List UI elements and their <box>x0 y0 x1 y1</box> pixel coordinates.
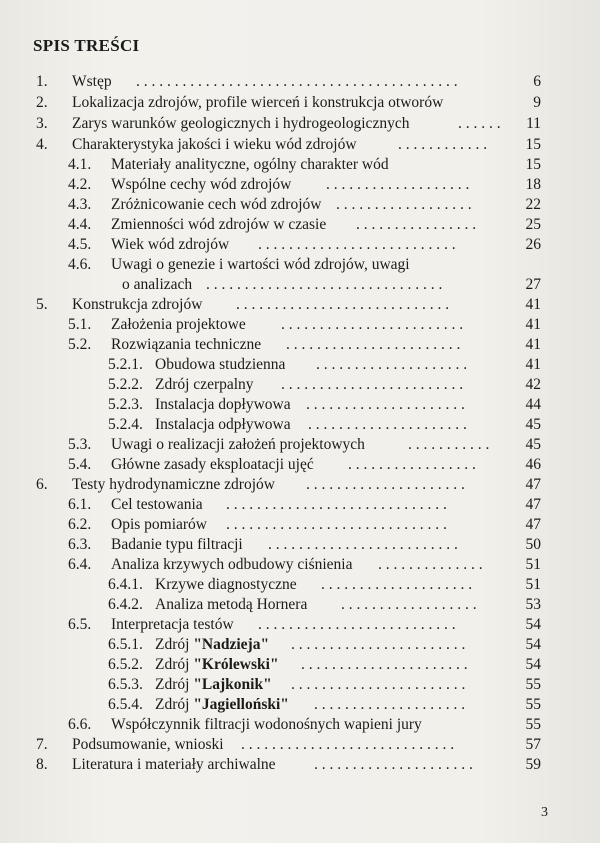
dot-leader: . . . . . . . . . . . . . . . . . . . . . . . . . . <box>258 236 456 253</box>
toc-entry <box>36 695 541 715</box>
entry-title: Współczynnik filtracji wodonośnych wapieni jury <box>111 716 422 733</box>
toc-entry <box>36 335 541 355</box>
entry-title: Założenia projektowe <box>111 316 246 333</box>
entry-page: 41 <box>525 336 541 353</box>
toc-entry <box>36 235 541 255</box>
entry-number: 4.1. <box>68 156 92 173</box>
toc-entry <box>36 635 541 655</box>
entry-page: 55 <box>525 676 541 693</box>
entry-page: 54 <box>525 636 541 653</box>
entry-number: 5. <box>36 296 48 313</box>
dot-leader: . . . . . . . . . . . . . . . . <box>356 216 477 233</box>
entry-title <box>155 635 269 655</box>
entry-title: Podsumowanie, wnioski <box>72 736 224 753</box>
toc-entry <box>36 475 541 495</box>
entry-number: 6.1. <box>68 496 92 513</box>
toc-entry <box>36 655 541 675</box>
entry-number: 6.5. <box>68 616 92 633</box>
toc-entry <box>36 315 541 335</box>
dot-leader: . . . . . . . . . . . . . . . . . <box>348 456 476 473</box>
dot-leader: . . . . . . . . . . . . . . . . . . <box>336 196 472 213</box>
dot-leader: . . . . . . . . . . . . . . . . . . . . . . . . . . . . . . . . . . . . . . . . . . <box>136 73 458 90</box>
entry-title: Zdrój czerpalny <box>155 376 254 393</box>
dot-leader: . . . . . . . . . . . <box>408 436 490 453</box>
entry-title: Krzywe diagnostyczne <box>155 576 297 593</box>
entry-page: 47 <box>525 496 541 513</box>
toc-entry <box>36 755 541 775</box>
toc-entry <box>36 615 541 635</box>
dot-leader: . . . . . . . . . . . . . . . . . . . . . . . <box>286 336 461 353</box>
entry-page: 59 <box>525 756 541 773</box>
dot-leader: . . . . . . . . . . . . . . . . . . . . . . . <box>291 676 466 693</box>
toc-entry <box>36 715 541 735</box>
entry-number: 6.4.1. <box>108 576 143 593</box>
toc-entry <box>36 375 541 395</box>
toc-entry <box>36 555 541 575</box>
entry-page: 53 <box>525 596 541 613</box>
entry-page: 55 <box>525 696 541 713</box>
entry-number: 6.5.1. <box>108 636 143 653</box>
toc-entry <box>36 175 541 195</box>
entry-title: Interpretacja testów <box>111 616 234 633</box>
entry-page: 47 <box>525 476 541 493</box>
entry-title-prefix: Zdrój <box>155 636 194 653</box>
entry-title: Lokalizacja zdrojów, profile wierceń i konstrukcja otworów <box>72 94 444 111</box>
entry-number: 5.2.1. <box>108 356 143 373</box>
dot-leader: . . . . . . . . . . . . . . . . . . . . . . . . . . . . <box>241 736 455 753</box>
entry-page: 51 <box>525 556 541 573</box>
toc-entry <box>36 195 541 215</box>
entry-title: Rozwiązania techniczne <box>111 336 262 353</box>
entry-number: 4.6. <box>68 256 92 273</box>
entry-page: 22 <box>525 196 541 213</box>
entry-page: 27 <box>525 276 541 293</box>
toc-entry <box>36 295 541 315</box>
entry-number: 5.2. <box>68 336 92 353</box>
dot-leader: . . . . . . . . . . . . . . . . . . . . . <box>308 416 467 433</box>
entry-number: 4.5. <box>68 236 92 253</box>
entry-title <box>155 695 289 715</box>
entry-number: 6.5.3. <box>108 676 143 693</box>
dot-leader: . . . . . . . . . . . . . . . . . . . . . . . . <box>281 316 464 333</box>
dot-leader: . . . . . . . . . . . . . . . . . . . . . <box>314 756 473 773</box>
entry-number: 6.2. <box>68 516 92 533</box>
entry-page: 46 <box>525 456 541 473</box>
dot-leader: . . . . . . . . . . . . . . . . . . . . . <box>306 476 465 493</box>
entry-page: 42 <box>525 376 541 393</box>
dot-leader: . . . . . . . . . . . . <box>398 136 488 153</box>
dot-leader: . . . . . . <box>458 115 501 132</box>
entry-number: 5.2.4. <box>108 416 143 433</box>
entry-title: o analizach <box>122 276 193 293</box>
entry-number: 6.4. <box>68 556 92 573</box>
toc-entry <box>36 575 541 595</box>
entry-title: Analiza metodą Hornera <box>155 596 308 613</box>
entry-number: 3. <box>36 115 48 132</box>
entry-title: Cel testowania <box>111 496 203 513</box>
dot-leader: . . . . . . . . . . . . . . . . . . . . . . . . . . . . . <box>226 516 447 533</box>
entry-number: 2. <box>36 94 48 111</box>
entry-title <box>155 675 272 695</box>
entry-title-prefix: Zdrój <box>155 696 194 713</box>
toc-entry <box>36 135 541 155</box>
entry-title: Charakterystyka jakości i wieku wód zdrojów <box>72 136 357 153</box>
entry-title: Główne zasady eksploatacji ujęć <box>111 456 314 473</box>
toc-entry <box>36 675 541 695</box>
dot-leader: . . . . . . . . . . . . . . . . . . . <box>326 176 470 193</box>
dot-leader: . . . . . . . . . . . . . . . . . . . . . . . . . . . . . . . <box>206 276 443 293</box>
entry-title: Obudowa studzienna <box>155 356 286 373</box>
entry-title: Wspólne cechy wód zdrojów <box>111 176 292 193</box>
toc-entry <box>36 735 541 755</box>
entry-page: 44 <box>525 396 541 413</box>
entry-page: 18 <box>525 176 541 193</box>
entry-number: 5.2.2. <box>108 376 143 393</box>
entry-number: 5.3. <box>68 436 92 453</box>
toc-entry <box>36 395 541 415</box>
entry-title: Uwagi o realizacji założeń projektowych <box>111 436 365 453</box>
dot-leader: . . . . . . . . . . . . . . . . . . . . <box>314 696 466 713</box>
entry-number: 5.4. <box>68 456 92 473</box>
entry-number: 6.5.2. <box>108 656 143 673</box>
entry-number: 1. <box>36 73 48 90</box>
dot-leader: . . . . . . . . . . . . . . . . . . <box>341 596 477 613</box>
entry-number: 4.2. <box>68 176 92 193</box>
spring-name: "Lajkonik" <box>193 676 272 693</box>
entry-number: 4.4. <box>68 216 92 233</box>
entry-title: Analiza krzywych odbudowy ciśnienia <box>111 556 353 573</box>
entry-page: 15 <box>525 156 541 173</box>
entry-page: 54 <box>525 616 541 633</box>
spring-name: "Jagielloński" <box>193 696 289 713</box>
dot-leader: . . . . . . . . . . . . . . . . . . . . . . . . . . . . <box>236 296 450 313</box>
entry-number: 5.2.3. <box>108 396 143 413</box>
toc-entry <box>36 455 541 475</box>
entry-page: 9 <box>533 94 541 111</box>
toc-entry <box>36 215 541 235</box>
entry-title: Instalacja odpływowa <box>155 416 291 433</box>
entry-page: 41 <box>525 296 541 313</box>
dot-leader: . . . . . . . . . . . . . . <box>378 556 483 573</box>
entry-page: 45 <box>525 436 541 453</box>
entry-title: Testy hydrodynamiczne zdrojów <box>72 476 275 493</box>
toc-entry <box>36 495 541 515</box>
entry-title: Wstęp <box>72 73 112 90</box>
entry-title: Zróżnicowanie cech wód zdrojów <box>111 196 322 213</box>
entry-number: 7. <box>36 736 48 753</box>
toc-heading: SPIS TREŚCI <box>33 36 140 55</box>
entry-page: 6 <box>533 73 541 90</box>
entry-title: Opis pomiarów <box>111 516 208 533</box>
entry-page: 25 <box>525 216 541 233</box>
dot-leader: . . . . . . . . . . . . . . . . . . . . <box>321 576 473 593</box>
toc-entry <box>36 535 541 555</box>
entry-title: Konstrukcja zdrojów <box>72 296 203 313</box>
dot-leader: . . . . . . . . . . . . . . . . . . . . . . . <box>291 636 466 653</box>
entry-title: Uwagi o genezie i wartości wód zdrojów, uwagi <box>111 256 410 273</box>
entry-title-prefix: Zdrój <box>155 676 194 693</box>
entry-title <box>155 655 279 675</box>
toc-entry <box>36 415 541 435</box>
entry-number: 6.4.2. <box>108 596 143 613</box>
entry-title-prefix: Zdrój <box>155 656 194 673</box>
entry-title: Literatura i materiały archiwalne <box>72 756 276 773</box>
entry-number: 5.1. <box>68 316 92 333</box>
entry-title: Zarys warunków geologicznych i hydrogeologicznych <box>72 115 410 132</box>
entry-page: 50 <box>525 536 541 553</box>
entry-title: Badanie typu filtracji <box>111 536 243 553</box>
entry-page: 45 <box>525 416 541 433</box>
toc-entry <box>36 255 541 275</box>
entry-number: 4. <box>36 136 48 153</box>
toc-entry <box>36 93 541 113</box>
entry-number: 6.6. <box>68 716 92 733</box>
entry-title: Wiek wód zdrojów <box>111 236 230 253</box>
toc-entry <box>36 515 541 535</box>
toc-entry <box>36 595 541 615</box>
entry-page: 26 <box>525 236 541 253</box>
toc-entry <box>36 355 541 375</box>
dot-leader: . . . . . . . . . . . . . . . . . . . . . <box>306 396 465 413</box>
entry-page: 41 <box>525 316 541 333</box>
entry-page: 51 <box>525 576 541 593</box>
entry-number: 4.3. <box>68 196 92 213</box>
dot-leader: . . . . . . . . . . . . . . . . . . . . <box>316 356 468 373</box>
entry-title: Zmienności wód zdrojów w czasie <box>111 216 327 233</box>
dot-leader: . . . . . . . . . . . . . . . . . . . . . . . . . <box>268 536 458 553</box>
entry-page: 41 <box>525 356 541 373</box>
dot-leader: . . . . . . . . . . . . . . . . . . . . . . . . <box>281 376 464 393</box>
dot-leader: . . . . . . . . . . . . . . . . . . . . . . <box>301 656 468 673</box>
dot-leader: . . . . . . . . . . . . . . . . . . . . . . . . . . . . . <box>226 496 447 513</box>
toc-entry <box>36 155 541 175</box>
entry-page: 54 <box>525 656 541 673</box>
toc-entry <box>36 435 541 455</box>
toc-entry <box>36 72 541 92</box>
spring-name: "Królewski" <box>193 656 279 673</box>
entry-number: 6.3. <box>68 536 92 553</box>
dot-leader: . . . . . . . . . . . . . . . . . . . . . . . . . . <box>258 616 456 633</box>
entry-number: 6. <box>36 476 48 493</box>
spring-name: "Nadzieja" <box>193 636 270 653</box>
entry-page: 57 <box>525 736 541 753</box>
entry-page: 47 <box>525 516 541 533</box>
entry-number: 8. <box>36 756 48 773</box>
entry-page: 11 <box>526 115 541 132</box>
entry-page: 55 <box>525 716 541 733</box>
entry-page: 15 <box>525 136 541 153</box>
entry-title: Instalacja dopływowa <box>155 396 291 413</box>
toc-entry <box>36 114 541 134</box>
entry-title: Materiały analityczne, ogólny charakter wód <box>111 156 389 173</box>
toc-entry <box>36 275 541 295</box>
entry-number: 6.5.4. <box>108 696 143 713</box>
page-number: 3 <box>541 805 548 820</box>
